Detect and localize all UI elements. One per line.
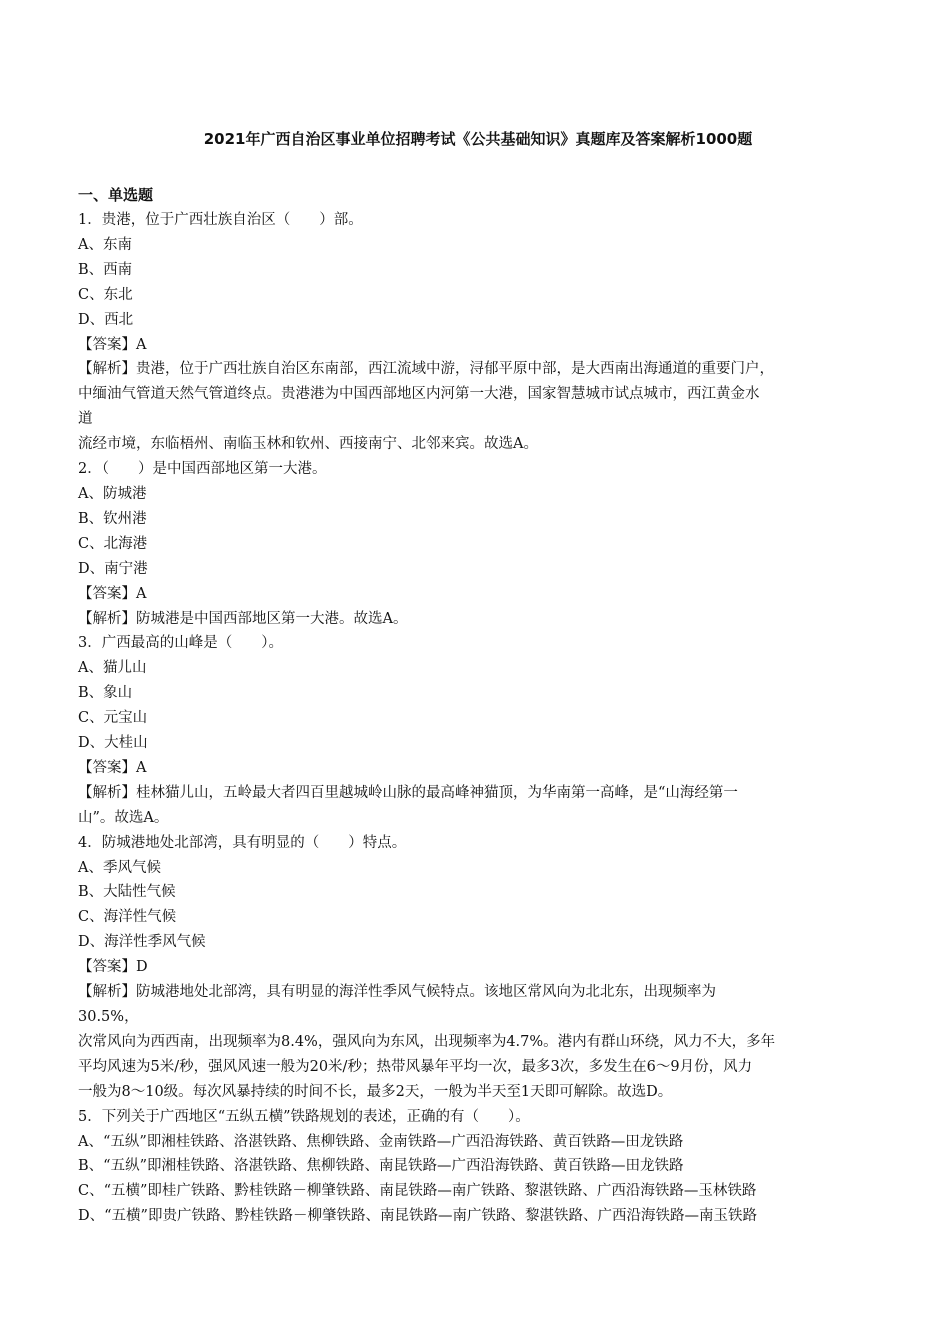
answer-option: C、海洋性气候	[78, 909, 177, 926]
question-stem: 1．贵港，位于广西壮族自治区（ ）部。	[78, 212, 363, 228]
analysis-text: 【解析】防城港地处北部湾，具有明显的海洋性季风气候特点。该地区常风向为北北东，出现频率为	[78, 984, 716, 1001]
analysis-text: 道	[78, 411, 93, 428]
question-stem: 2．（ ）是中国西部地区第一大港。	[78, 461, 327, 478]
question-block	[78, 457, 878, 631]
question-block	[78, 831, 878, 1105]
answer-option: C、东北	[78, 286, 133, 303]
answer-key: 【答案】A	[78, 759, 147, 776]
answer-option: A、猫儿山	[78, 660, 147, 677]
answer-option: D、西北	[78, 311, 134, 328]
question-stem: 5．下列关于广西地区“五纵五横”铁路规划的表述，正确的有（ ）。	[78, 1108, 530, 1125]
answer-option: B、大陆性气候	[78, 884, 176, 901]
answer-option: B、象山	[78, 685, 133, 702]
answer-option: A、东南	[78, 236, 132, 253]
analysis-text: 中缅油气管道天然气管道终点。贵港港为中国西部地区内河第一大港，国家智慧城市试点城市，西江黄金水	[78, 386, 760, 403]
answer-option: D、大桂山	[78, 735, 148, 752]
document-title: 2021年广西自治区事业单位招聘考试《公共基础知识》真题库及答案解析1000题	[203, 130, 753, 148]
answer-key: 【答案】D	[78, 959, 148, 976]
question-stem: 4．防城港地处北部湾，具有明显的（ ）特点。	[78, 834, 407, 851]
analysis-text: 山”。故选A。	[78, 809, 169, 826]
analysis-text: 【解析】贵港，位于广西壮族自治区东南部，西江流域中游，浔郁平原中部，是大西南出海通道的重要门户，	[78, 361, 774, 378]
question-list	[78, 208, 878, 1229]
question-block	[78, 631, 878, 830]
answer-key: 【答案】A	[78, 585, 147, 602]
answer-option: D、南宁港	[78, 560, 148, 577]
answer-option: B、钦州港	[78, 510, 147, 527]
analysis-text: 平均风速为5米/秒，强风风速一般为20米/秒；热带风暴年平均一次，最多3次，多发生在6～9月份，风力	[78, 1058, 753, 1075]
answer-option: B、“五纵”即湘桂铁路、洛湛铁路、焦柳铁路、南昆铁路—广西沿海铁路、黄百铁路—田龙铁路	[78, 1158, 684, 1175]
answer-option: D、“五横”即贵广铁路、黔桂铁路－柳肇铁路、南昆铁路—南广铁路、黎湛铁路、广西沿海铁路—南玉铁路	[78, 1208, 757, 1225]
analysis-text: 流经市境，东临梧州、南临玉林和钦州、西接南宁、北邻来宾。故选A。	[78, 436, 538, 453]
section-heading: 一、单选题	[78, 186, 154, 204]
answer-option: C、北海港	[78, 535, 148, 552]
answer-option: C、“五横”即桂广铁路、黔桂铁路－柳肇铁路、南昆铁路—南广铁路、黎湛铁路、广西沿海铁路—玉林铁路	[78, 1183, 757, 1200]
analysis-text: 次常风向为西西南，出现频率为8.4%，强风向为东风，出现频率为4.7%。港内有群山环绕，风力不大，多年	[78, 1033, 776, 1050]
answer-option: B、西南	[78, 261, 133, 278]
analysis-text: 【解析】防城港是中国西部地区第一大港。故选A。	[78, 610, 408, 627]
answer-option: A、防城港	[78, 485, 147, 502]
question-block	[78, 1105, 878, 1230]
answer-key: 【答案】A	[78, 336, 147, 353]
answer-option: A、“五纵”即湘桂铁路、洛湛铁路、焦柳铁路、金南铁路—广西沿海铁路、黄百铁路—田龙铁路	[78, 1133, 684, 1150]
question-stem: 3．广西最高的山峰是（ ）。	[78, 635, 283, 652]
answer-option: C、元宝山	[78, 710, 148, 727]
analysis-text: 一般为8～10级。每次风暴持续的时间不长，最多2天，一般为半天至1天即可解除。故选D。	[78, 1083, 673, 1100]
answer-option: D、海洋性季风气候	[78, 934, 206, 951]
answer-option: A、季风气候	[78, 859, 161, 876]
analysis-text: 30.5%，	[78, 1009, 139, 1025]
document-page	[78, 128, 878, 1229]
analysis-text: 【解析】桂林猫儿山，五岭最大者四百里越城岭山脉的最高峰神猫顶，为华南第一高峰，是“山海经第一	[78, 784, 738, 801]
question-block	[78, 208, 878, 457]
